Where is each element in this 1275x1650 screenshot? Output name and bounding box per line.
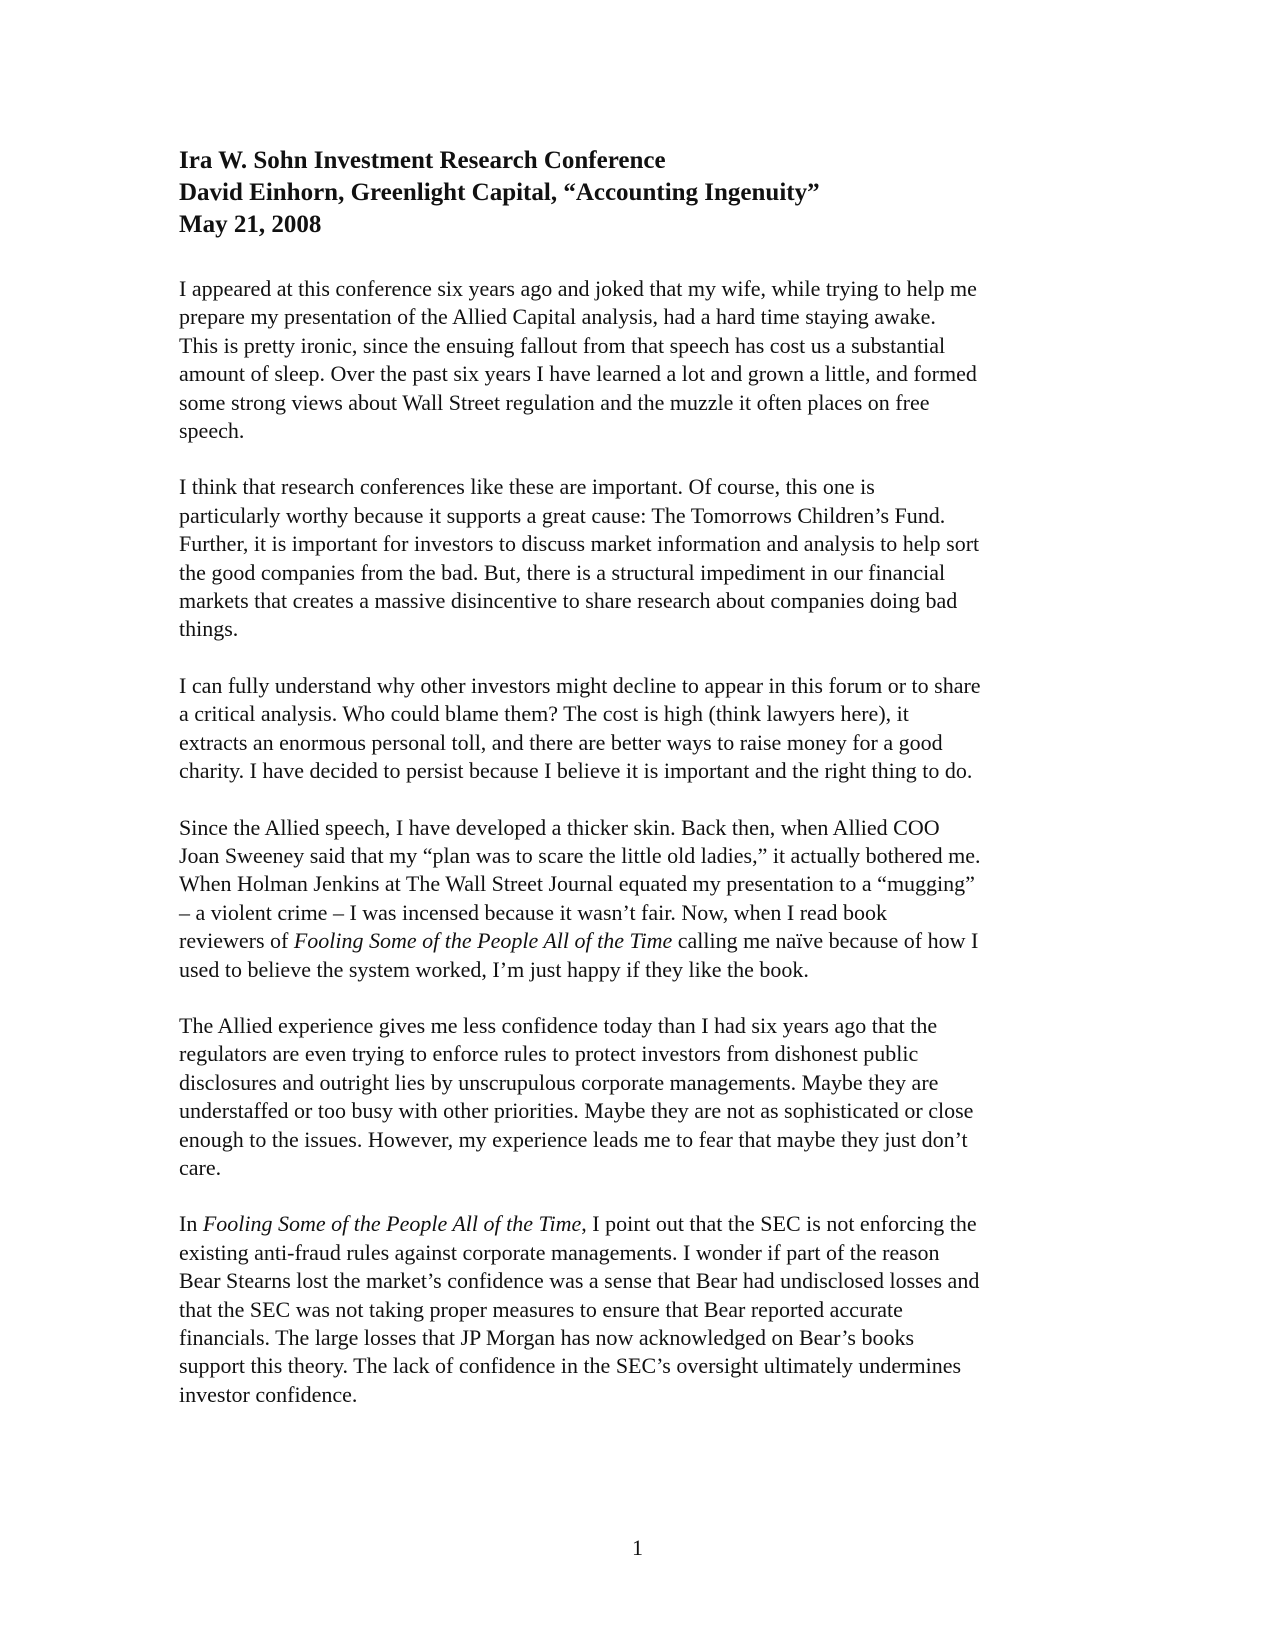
- text-fragment: calling me naïve because of how I: [672, 928, 979, 954]
- paragraph-line: understaffed or too busy with other priorities. Maybe they are not as sophisticated or close: [179, 1098, 974, 1124]
- text-fragment: , I point out that the SEC is not enforcing the: [581, 1211, 977, 1237]
- speech-date: May 21, 2008: [179, 211, 322, 238]
- paragraph-line: I think that research conferences like these are important. Of course, this one is: [179, 474, 875, 500]
- paragraph-2: [179, 473, 1099, 643]
- paragraph-line: financials. The large losses that JP Morgan has now acknowledged on Bear’s books: [179, 1325, 915, 1350]
- paragraph-1: [179, 275, 1099, 445]
- paragraph-line: – a violent crime – I was incensed because it wasn’t fair. Now, when I read book: [179, 899, 888, 925]
- paragraph-line: charity. I have decided to persist because I believe it is important and the right thing to do.: [179, 758, 973, 784]
- document-header: [179, 145, 1099, 241]
- paragraph-line: investor confidence.: [179, 1381, 358, 1407]
- book-title: Fooling Some of the People All of the Time: [202, 1211, 582, 1237]
- speech-body: [179, 275, 1099, 1437]
- paragraph-3: [179, 672, 1099, 786]
- paragraph-line: Bear Stearns lost the market’s confidence was a sense that Bear had undisclosed losses and: [179, 1268, 980, 1294]
- paragraph-line: a critical analysis. Who could blame them? The cost is high (think lawyers here), it: [179, 701, 909, 727]
- paragraph-line: Further, it is important for investors to discuss market information and analysis to help sort: [179, 531, 980, 557]
- paragraph-line: enough to the issues. However, my experience leads me to fear that maybe they just don’t: [179, 1126, 968, 1152]
- paragraph-line: speech.: [179, 418, 245, 444]
- paragraph-line: particularly worthy because it supports a great cause: The Tomorrows Children’s Fund.: [179, 502, 946, 528]
- paragraph-line-with-book-title: [179, 927, 1099, 955]
- text-fragment: reviewers of: [179, 928, 294, 954]
- paragraph-line: markets that creates a massive disincentive to share research about companies doing bad: [179, 588, 958, 614]
- book-title: Fooling Some of the People All of the Time: [293, 928, 673, 954]
- paragraph-line: support this theory. The lack of confidence in the SEC’s oversight ultimately undermines: [179, 1353, 962, 1379]
- paragraph-line: used to believe the system worked, I’m just happy if they like the book.: [179, 956, 809, 982]
- speaker-title: David Einhorn, Greenlight Capital, “Accounting Ingenuity”: [179, 179, 820, 206]
- paragraph-line: disclosures and outright lies by unscrupulous corporate managements. Maybe they are: [179, 1069, 939, 1095]
- page-number: 1: [632, 1535, 643, 1560]
- paragraph-4: [179, 814, 1099, 984]
- paragraph-line: some strong views about Wall Street regulation and the muzzle it often places on free: [179, 389, 930, 415]
- paragraph-6: [179, 1210, 1099, 1409]
- paragraph-line: I appeared at this conference six years ago and joked that my wife, while trying to help me: [179, 276, 977, 301]
- paragraph-line: Since the Allied speech, I have developed a thicker skin. Back then, when Allied COO: [179, 814, 940, 840]
- paragraph-line: regulators are even trying to enforce rules to protect investors from dishonest public: [179, 1041, 919, 1067]
- paragraph-line: existing anti-fraud rules against corporate managements. I wonder if part of the reason: [179, 1239, 940, 1265]
- conference-title: Ira W. Sohn Investment Research Conference: [179, 147, 666, 174]
- paragraph-line: This is pretty ironic, since the ensuing fallout from that speech has cost us a substantial: [179, 332, 946, 358]
- paragraph-line: amount of sleep. Over the past six years I have learned a lot and grown a little, and formed: [179, 361, 977, 387]
- paragraph-line: When Holman Jenkins at The Wall Street Journal equated my presentation to a “mugging”: [179, 871, 975, 897]
- paragraph-line: the good companies from the bad. But, there is a structural impediment in our financial: [179, 559, 946, 585]
- paragraph-line: I can fully understand why other investors might decline to appear in this forum or to share: [179, 672, 981, 698]
- paragraph-line: The Allied experience gives me less confidence today than I had six years ago that the: [179, 1012, 938, 1038]
- paragraph-line: that the SEC was not taking proper measures to ensure that Bear reported accurate: [179, 1296, 903, 1322]
- paragraph-line: prepare my presentation of the Allied Capital analysis, had a hard time staying awake.: [179, 304, 936, 330]
- paragraph-line: things.: [179, 616, 239, 642]
- paragraph-5: [179, 1012, 1099, 1182]
- paragraph-line: care.: [179, 1154, 222, 1180]
- paragraph-line: extracts an enormous personal toll, and there are better ways to raise money for a good: [179, 729, 943, 755]
- paragraph-line-with-book-title: [179, 1210, 1099, 1238]
- paragraph-line: Joan Sweeney said that my “plan was to scare the little old ladies,” it actually bothered me.: [179, 842, 981, 868]
- text-fragment: In: [179, 1211, 203, 1237]
